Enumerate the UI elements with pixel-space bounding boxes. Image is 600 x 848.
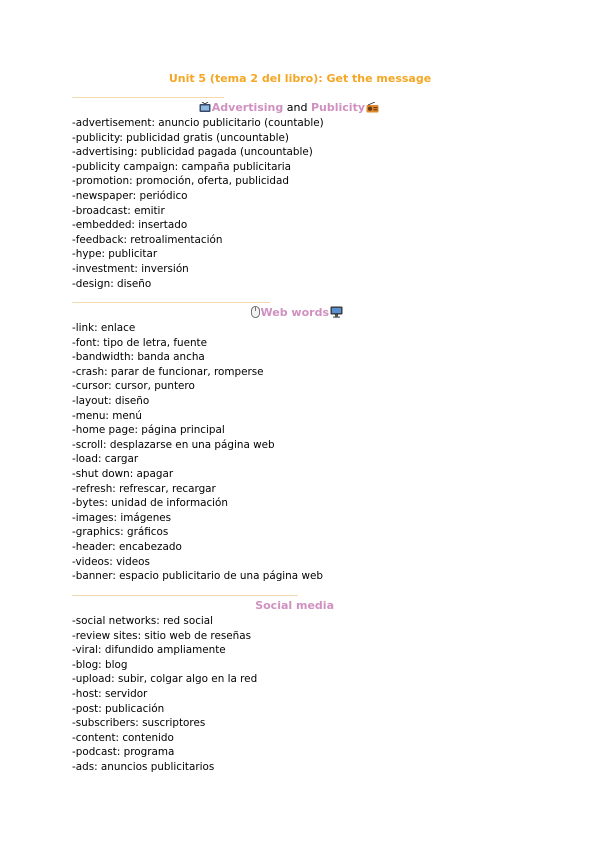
vocab-item: -scroll: desplazarse en una página web xyxy=(72,438,275,451)
vocab-item: -post: publicación xyxy=(72,702,165,715)
vocab-item: -videos: videos xyxy=(72,555,150,568)
heading-and: and xyxy=(286,101,308,114)
mouse-icon xyxy=(251,306,260,322)
vocab-item: -subscribers: suscriptores xyxy=(72,717,206,730)
vocab-item: -upload: subir, colgar algo en la red xyxy=(72,673,258,686)
vocab-item: -viral: difundido ampliamente xyxy=(72,644,226,657)
vocab-item: -feedback: retroalimentación xyxy=(72,233,223,246)
vocab-item: -embedded: insertado xyxy=(72,219,188,232)
vocab-item: -bytes: unidad de información xyxy=(72,497,228,510)
vocab-item: -menu: menú xyxy=(72,409,142,422)
section-heading-social-media xyxy=(72,599,334,613)
tv-icon xyxy=(199,102,211,117)
vocab-item: -graphics: gráficos xyxy=(72,526,169,539)
vocab-item: -cursor: cursor, puntero xyxy=(72,380,195,393)
section-divider xyxy=(72,595,298,596)
vocab-item: -ads: anuncios publicitarios xyxy=(72,760,215,773)
vocab-item: -refresh: refrescar, recargar xyxy=(72,482,216,495)
vocab-item: -home page: página principal xyxy=(72,424,225,437)
vocab-item: -advertising: publicidad pagada (uncountable) xyxy=(72,146,313,159)
vocab-item: -link: enlace xyxy=(72,322,136,334)
heading-web-words: Web words xyxy=(260,306,329,319)
heading-publicity: Publicity xyxy=(310,101,365,114)
section-heading-advertising xyxy=(72,101,380,117)
vocab-item: -publicity campaign: campaña publicitaria xyxy=(72,160,291,173)
page-title: Unit 5 (tema 2 del libro): Get the message xyxy=(168,72,432,85)
section-heading-web-words xyxy=(72,306,344,322)
vocab-item: -crash: parar de funcionar, romperse xyxy=(72,365,264,378)
vocab-item: -social networks: red social xyxy=(72,615,214,627)
vocab-list-advertising xyxy=(72,116,324,291)
vocab-item: -hype: publicitar xyxy=(72,248,158,261)
vocab-item: -load: cargar xyxy=(72,453,139,466)
vocab-item: -banner: espacio publicitario de una página web xyxy=(72,570,323,583)
vocab-item: -promotion: promoción, oferta, publicidad xyxy=(72,175,289,188)
vocab-item: -review sites: sitio web de reseñas xyxy=(72,629,252,642)
vocab-list-web-words xyxy=(72,321,323,584)
vocab-item: -header: encabezado xyxy=(72,540,182,553)
heading-social-media: Social media xyxy=(255,599,334,612)
vocab-item: -broadcast: emitir xyxy=(72,204,165,217)
vocab-item: -design: diseño xyxy=(72,277,152,290)
vocab-item: -host: servidor xyxy=(72,687,148,700)
section-divider xyxy=(72,302,270,303)
vocab-item: -images: imágenes xyxy=(72,511,172,524)
vocab-item: -content: contenido xyxy=(72,731,174,744)
vocab-item: -blog: blog xyxy=(72,658,128,671)
vocab-item: -font: tipo de letra, fuente xyxy=(72,336,208,349)
radio-icon xyxy=(366,102,379,117)
vocab-item: -bandwidth: banda ancha xyxy=(72,351,205,364)
vocab-list-social-media xyxy=(72,614,257,775)
vocab-item: -publicity: publicidad gratis (uncountable) xyxy=(72,131,289,144)
heading-advertising: Advertising xyxy=(211,101,284,114)
computer-icon xyxy=(330,306,343,322)
vocab-item: -investment: inversión xyxy=(72,262,189,275)
vocab-item: -layout: diseño xyxy=(72,394,150,407)
vocab-item: -podcast: programa xyxy=(72,746,175,759)
vocab-item: -shut down: apagar xyxy=(72,467,174,480)
section-divider xyxy=(72,97,224,98)
vocab-item: -advertisement: anuncio publicitario (countable) xyxy=(72,117,324,129)
vocab-item: -newspaper: periódico xyxy=(72,189,188,202)
